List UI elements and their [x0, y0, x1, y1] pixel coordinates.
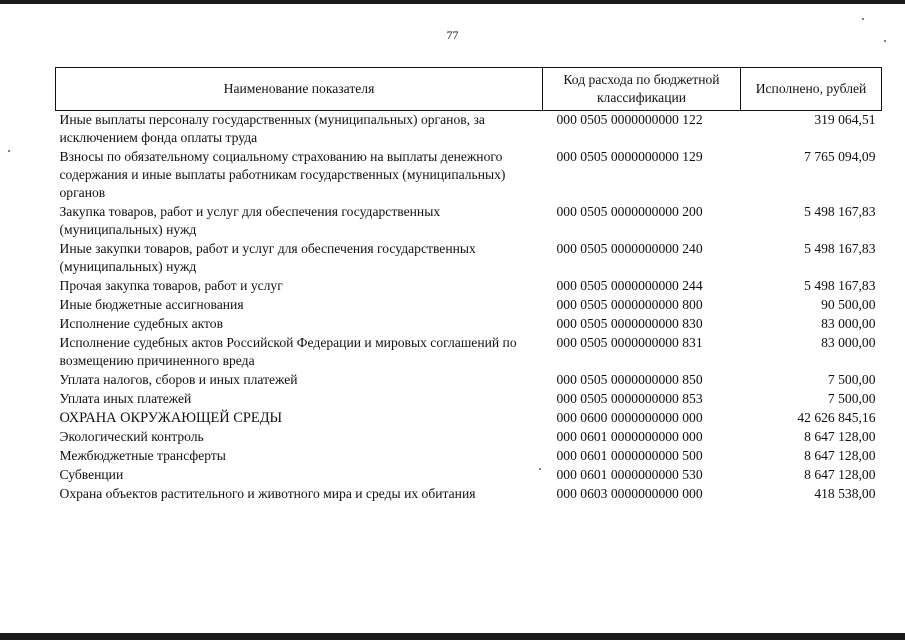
table-row [56, 148, 882, 203]
budget-table [55, 67, 882, 504]
indicator-name-cell: Охрана объектов растительного и животного мира и среды их обитания [59, 486, 476, 501]
budget-code-cell: 000 0505 0000000000 850 [556, 372, 703, 387]
amount-cell: 5 498 167,83 [804, 278, 876, 293]
section-name-cell: ОХРАНА ОКРУЖАЮЩЕЙ СРЕДЫ [59, 410, 283, 426]
page-number: 77 [446, 28, 459, 42]
indicator-name-cell: Иные закупки товаров, работ и услуг для обеспечения государственных (муниципальных) нужд [59, 241, 476, 274]
indicator-name-cell: Прочая закупка товаров, работ и услуг [59, 278, 283, 293]
budget-code-cell: 000 0505 0000000000 853 [556, 391, 703, 406]
indicator-name-cell: Исполнение судебных актов [59, 316, 224, 331]
scan-speck [862, 18, 864, 20]
amount-cell: 5 498 167,83 [804, 204, 876, 219]
amount-cell: 7 500,00 [827, 391, 876, 406]
table-row [56, 485, 882, 504]
table-row [56, 296, 882, 315]
table-row [56, 447, 882, 466]
table-row [56, 334, 882, 371]
amount-cell: 8 647 128,00 [804, 429, 876, 444]
indicator-name-cell: Закупка товаров, работ и услуг для обеспечения государственных (муниципальных) нужд [59, 204, 441, 237]
table-body [56, 111, 882, 505]
amount-cell: 5 498 167,83 [804, 241, 876, 256]
budget-code-cell: 000 0601 0000000000 500 [556, 448, 703, 463]
amount-cell: 7 765 094,09 [804, 149, 876, 164]
table-row [56, 466, 882, 485]
scan-edge-bottom [0, 633, 905, 640]
budget-code-cell: 000 0601 0000000000 530 [556, 467, 703, 482]
amount-cell: 83 000,00 [821, 316, 876, 331]
table-row [56, 315, 882, 334]
budget-code-cell: 000 0603 0000000000 000 [556, 486, 703, 501]
budget-code-cell: 000 0505 0000000000 244 [556, 278, 703, 293]
budget-code-cell: 000 0505 0000000000 240 [556, 241, 703, 256]
amount-cell: 8 647 128,00 [804, 448, 876, 463]
budget-code-cell: 000 0505 0000000000 800 [556, 297, 703, 312]
indicator-name-cell: Иные бюджетные ассигнования [59, 297, 244, 312]
budget-code-cell: 000 0505 0000000000 831 [556, 335, 703, 350]
table-header [56, 68, 882, 111]
table-row [56, 240, 882, 277]
scan-speck [8, 150, 10, 152]
indicator-name-cell: Взносы по обязательному социальному страхованию на выплаты денежного содержания и иные выплаты работникам государственных (муниципальных) органов [59, 149, 506, 200]
indicator-name-cell: Исполнение судебных актов Российской Федерации и мировых соглашений по возмещению причиненного вреда [59, 335, 517, 368]
indicator-name-cell: Иные выплаты персоналу государственных (муниципальных) органов, за исключением фонда оплаты труда [59, 112, 485, 145]
budget-code-cell: 000 0600 0000000000 000 [556, 410, 703, 425]
table-row [56, 428, 882, 447]
header-amount: Исполнено, рублей [741, 68, 882, 111]
table-row [56, 277, 882, 296]
amount-cell: 42 626 845,16 [797, 410, 876, 425]
budget-code-cell: 000 0505 0000000000 122 [556, 112, 703, 127]
scan-edge-top [0, 0, 905, 4]
amount-cell: 7 500,00 [827, 372, 876, 387]
table-row [56, 203, 882, 240]
header-name: Наименование показателя [56, 68, 543, 111]
amount-cell: 83 000,00 [821, 335, 876, 350]
amount-cell: 8 647 128,00 [804, 467, 876, 482]
indicator-name-cell: Межбюджетные трансферты [59, 448, 226, 463]
budget-code-cell: 000 0601 0000000000 000 [556, 429, 703, 444]
budget-code-cell: 000 0505 0000000000 129 [556, 149, 703, 164]
indicator-name-cell: Уплата иных платежей [59, 391, 192, 406]
budget-code-cell: 000 0505 0000000000 200 [556, 204, 703, 219]
header-code: Код расхода по бюджетной классификации [543, 68, 741, 111]
table-row [56, 371, 882, 390]
table-row [56, 111, 882, 149]
budget-code-cell: 000 0505 0000000000 830 [556, 316, 703, 331]
indicator-name-cell: Экологический контроль [59, 429, 204, 444]
table-row [56, 390, 882, 409]
amount-cell: 319 064,51 [814, 112, 876, 127]
amount-cell: 418 538,00 [814, 486, 876, 501]
indicator-name-cell: Уплата налогов, сборов и иных платежей [59, 372, 298, 387]
table-row [56, 409, 882, 428]
indicator-name-cell: Субвенции [59, 467, 124, 482]
amount-cell: 90 500,00 [821, 297, 876, 312]
